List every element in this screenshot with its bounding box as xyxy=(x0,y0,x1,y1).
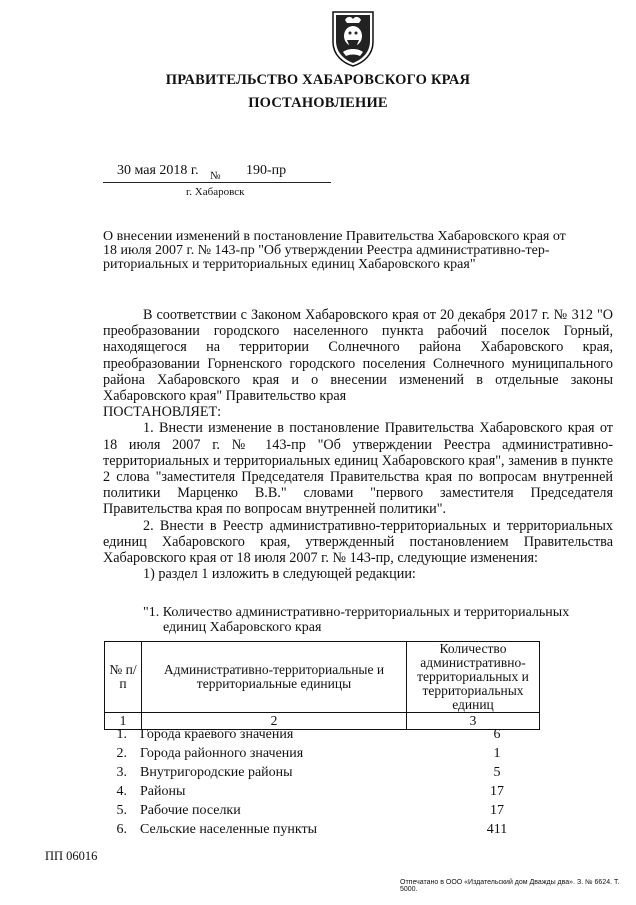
row-count: 411 xyxy=(486,822,508,837)
row-count: 17 xyxy=(490,803,504,818)
registry-rows xyxy=(107,727,537,841)
col-number-index: 1 xyxy=(105,713,142,730)
row-number: 2. xyxy=(116,746,127,761)
registry-table-header xyxy=(104,641,540,730)
table-row xyxy=(107,803,537,822)
row-name: Города краевого значения xyxy=(140,727,294,742)
row-name: Города районного значения xyxy=(140,746,304,761)
col-header-units: Административно-территориальные и территориальные единицы xyxy=(142,642,407,713)
preamble-paragraph: В соответствии с Законом Хабаровского края от 20 декабря 2017 г. № 312 "О преобразовании городского населенного пункта рабочий поселок Горный, находящегося на территории Солнечного района Хабаровского края, преобразовании Горненского городского поселения Солнечного муниципального района Хабаровского края и о внесении изменений в отдельные законы Хабаровского края" Правительство края xyxy=(103,307,613,405)
resolves-word: ПОСТАНОВЛЯЕТ: xyxy=(103,404,222,421)
table-row xyxy=(107,765,537,784)
printer-imprint: Отпечатано в ООО «Издательский дом Дважды два». З. № 6624. Т. 5000. xyxy=(400,879,620,893)
document-code: ПП 06016 xyxy=(45,849,98,863)
row-name: Районы xyxy=(140,784,186,799)
subitem-1-paragraph: 1) раздел 1 изложить в следующей редакции: xyxy=(143,566,416,583)
doc-city: г. Хабаровск xyxy=(186,186,245,198)
date-underline xyxy=(103,182,331,183)
row-number: 5. xyxy=(116,803,127,818)
coat-of-arms-emblem xyxy=(330,8,376,68)
row-number: 1. xyxy=(116,727,127,742)
org-title: ПРАВИТЕЛЬСТВО ХАБАРОВСКОГО КРАЯ xyxy=(165,72,471,88)
subject-line: О внесении изменений в постановление Правительства Хабаровского края от xyxy=(103,229,566,244)
col-number-index: 2 xyxy=(142,713,407,730)
row-count: 17 xyxy=(490,784,504,799)
col-number-index: 3 xyxy=(407,713,540,730)
row-name: Внутригородские районы xyxy=(140,765,293,780)
table-row xyxy=(107,746,537,765)
subject-line: риториальных и территориальных единиц Хабаровского края" xyxy=(103,257,476,272)
doc-number: 190-пр xyxy=(246,163,287,178)
doc-type-title: ПОСТАНОВЛЕНИЕ xyxy=(248,95,388,111)
item-1-paragraph: 1. Внести изменение в постановление Правительства Хабаровского края от 18 июля 2007 г. № 143-пр "Об утверждении Реестра административно-территориальных и территориальных единиц Хабаровского края", заменив в пункте 2 слова "заместителя Председателя Правительства края по вопросам внутренней политики Марценко В.В." словами "первого заместителя Председателя Правительства края по вопросам внутренней политики". xyxy=(103,420,613,518)
section-title-line: единиц Хабаровского края xyxy=(163,620,322,635)
col-header-count: Количество административно-территориальных и территориальных единиц xyxy=(407,642,540,713)
doc-date: 30 мая 2018 г. xyxy=(117,163,199,178)
doc-body xyxy=(103,307,613,582)
row-number: 6. xyxy=(116,822,127,837)
section-title-line: "1. Количество административно-территориальных и территориальных xyxy=(143,605,570,620)
col-header-number: № п/п xyxy=(105,642,142,713)
row-count: 6 xyxy=(493,727,501,742)
number-sign: № xyxy=(210,170,221,182)
row-name: Сельские населенные пункты xyxy=(140,822,318,837)
item-2-paragraph: 2. Внести в Реестр административно-территориальных и территориальных единиц Хабаровского края, утвержденный постановлением Правительства Хабаровского края от 18 июля 2007 г. № 143-пр, следующие изменения: xyxy=(103,517,613,567)
row-number: 4. xyxy=(116,784,127,799)
row-count: 5 xyxy=(493,765,501,780)
table-row xyxy=(107,727,537,746)
section-title xyxy=(143,605,569,635)
row-count: 1 xyxy=(493,746,501,761)
row-number: 3. xyxy=(116,765,127,780)
row-name: Рабочие поселки xyxy=(140,803,241,818)
subject-line: 18 июля 2007 г. № 143-пр "Об утверждении Реестра административно-тер- xyxy=(103,243,550,258)
doc-subject xyxy=(103,230,613,272)
table-row xyxy=(107,822,537,841)
table-row xyxy=(107,784,537,803)
